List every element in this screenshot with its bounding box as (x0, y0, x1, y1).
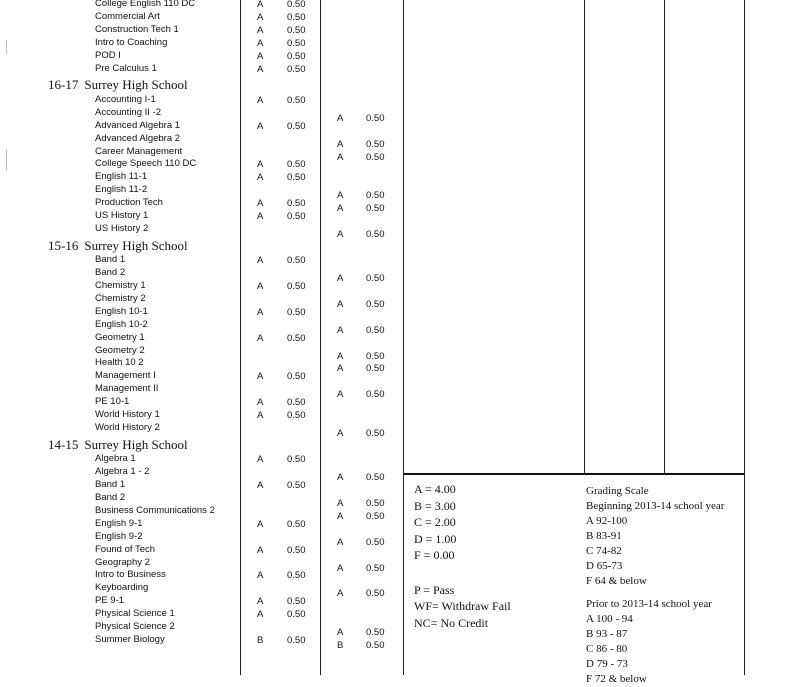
school-name: Surrey High School (84, 238, 188, 253)
scan-speck (6, 40, 7, 54)
credit-sem1: 0.50 (287, 211, 306, 222)
grade-sem1: A (257, 333, 264, 344)
course-name: English 10-2 (95, 319, 148, 330)
course-name: English 10-1 (95, 306, 148, 317)
grade-sem1: A (257, 307, 264, 318)
grade-sem2: A (337, 325, 344, 336)
course-name: Advanced Algebra 2 (95, 133, 181, 144)
scale-row: C 74-82 (586, 545, 622, 557)
credit-sem1: 0.50 (287, 281, 306, 292)
course-name: Chemistry 2 (95, 293, 146, 304)
grade-sem1: A (257, 95, 264, 106)
grade-sem1: A (257, 454, 264, 465)
course-name: English 11-1 (95, 171, 148, 182)
course-name: Geography 2 (95, 557, 150, 568)
credit-sem1: 0.50 (287, 95, 306, 106)
school-year: 14-15 (48, 437, 79, 452)
course-name: Commercial Art (95, 11, 160, 22)
credit-sem1: 0.50 (287, 596, 306, 607)
scan-speck (6, 150, 7, 170)
grade-sem1: A (257, 410, 264, 421)
course-name: Construction Tech 1 (95, 24, 179, 35)
course-name: Geometry 2 (95, 345, 145, 356)
credit-sem2: 0.50 (366, 325, 385, 336)
grading-scale-title: Grading Scale (586, 485, 649, 497)
grade-value: A = 4.00 (414, 482, 456, 496)
grading-scale-heading: Prior to 2013-14 school year (586, 598, 712, 610)
course-name: Band 1 (95, 479, 126, 490)
credit-sem1: 0.50 (287, 397, 306, 408)
credit-sem2: 0.50 (366, 203, 385, 214)
course-name: Algebra 1 (95, 453, 136, 464)
credit-sem1: 0.50 (287, 480, 306, 491)
grade-sem2: A (337, 498, 344, 509)
grade-value: C = 2.00 (414, 515, 456, 529)
grade-sem2: A (337, 113, 344, 124)
course-name: College English 110 DC (95, 0, 196, 9)
credit-sem1: 0.50 (287, 38, 306, 49)
school-name: Surrey High School (84, 437, 188, 452)
grade-sem1: A (257, 570, 264, 581)
scale-row: C 86 - 80 (586, 643, 628, 655)
credit-sem1: 0.50 (287, 307, 306, 318)
credit-sem1: 0.50 (287, 0, 306, 10)
credit-sem2: 0.50 (366, 627, 385, 638)
credit-sem1: 0.50 (287, 12, 306, 23)
grade-sem2: A (337, 537, 344, 548)
grade-sem2: A (337, 139, 344, 150)
credit-sem1: 0.50 (287, 570, 306, 581)
grade-sem2: A (337, 190, 344, 201)
grade-sem1: A (257, 51, 264, 62)
school-year: 16-17 (48, 77, 79, 92)
school-year: 15-16 (48, 238, 79, 253)
grade-sem1: A (257, 609, 264, 620)
credit-sem2: 0.50 (366, 299, 385, 310)
grade-sem1: A (257, 38, 264, 49)
course-name: Algebra 1 - 2 (95, 466, 150, 477)
course-name: Geometry 1 (95, 332, 145, 343)
course-name: English 9-1 (95, 518, 143, 529)
credit-sem1: 0.50 (287, 159, 306, 170)
mark-meaning: P = Pass (414, 582, 455, 597)
credit-sem1: 0.50 (287, 255, 306, 266)
credit-sem1: 0.50 (287, 64, 306, 75)
grade-sem1: A (257, 596, 264, 607)
grade-sem1: A (257, 172, 264, 183)
course-name: Management I (95, 370, 156, 381)
grade-sem1: A (257, 545, 264, 556)
course-name: Intro to Coaching (95, 37, 168, 48)
course-name: Production Tech (95, 197, 163, 208)
credit-sem2: 0.50 (366, 498, 385, 509)
credit-sem2: 0.50 (366, 190, 385, 201)
course-name: US History 2 (95, 223, 149, 234)
course-name: Physical Science 2 (95, 621, 175, 632)
course-name: US History 1 (95, 210, 149, 221)
credit-sem2: 0.50 (366, 363, 385, 374)
course-name: English 11-2 (95, 184, 148, 195)
grade-sem1: A (257, 25, 264, 36)
course-name: English 9-2 (95, 531, 143, 542)
column-divider (664, 0, 665, 475)
grading-key (414, 481, 511, 631)
credit-sem2: 0.50 (366, 113, 385, 124)
course-name: Summer Biology (95, 634, 165, 645)
credit-sem2: 0.50 (366, 139, 385, 150)
credit-sem1: 0.50 (287, 172, 306, 183)
grade-sem1: A (257, 211, 264, 222)
grade-sem2: A (337, 389, 344, 400)
grading-scale (586, 484, 724, 687)
credit-sem2: 0.50 (366, 588, 385, 599)
column-divider (240, 0, 241, 675)
column-divider (403, 0, 404, 675)
credit-sem1: 0.50 (287, 454, 306, 465)
grade-value: D = 1.00 (414, 531, 457, 546)
credit-sem2: 0.50 (366, 389, 385, 400)
course-name: Found of Tech (95, 544, 156, 555)
scale-row: A 100 - 94 (586, 613, 633, 625)
grade-sem2: A (337, 472, 344, 483)
course-name: Band 1 (95, 254, 126, 265)
grade-sem2: A (337, 563, 344, 574)
grade-sem2: A (337, 363, 344, 374)
grade-value: B = 3.00 (414, 498, 456, 513)
grade-sem1: A (257, 159, 264, 170)
credit-sem2: 0.50 (366, 351, 385, 362)
course-name: Keyboarding (95, 582, 149, 593)
grade-sem1: A (257, 371, 264, 382)
credit-sem1: 0.50 (287, 410, 306, 421)
grade-sem1: A (257, 281, 264, 292)
scale-row: A 92-100 (586, 515, 628, 527)
year-header (48, 437, 188, 452)
credit-sem1: 0.50 (287, 121, 306, 132)
grade-sem2: A (337, 627, 344, 638)
grade-sem1: B (257, 635, 264, 646)
course-name: Accounting II -2 (95, 107, 162, 118)
course-name: College Speech 110 DC (95, 158, 197, 169)
credit-sem1: 0.50 (287, 333, 306, 344)
credit-sem2: 0.50 (366, 511, 385, 522)
credit-sem1: 0.50 (287, 198, 306, 209)
school-name: Surrey High School (84, 77, 188, 92)
grade-sem1: A (257, 198, 264, 209)
grade-sem2: A (337, 152, 344, 163)
credit-sem1: 0.50 (287, 545, 306, 556)
scale-row: F 72 & below (586, 673, 647, 685)
credit-sem1: 0.50 (287, 609, 306, 620)
credit-sem2: 0.50 (366, 472, 385, 483)
grade-sem1: A (257, 12, 264, 23)
course-name: Business Communications 2 (95, 505, 215, 516)
column-divider (320, 0, 321, 675)
year-header (48, 238, 188, 253)
credit-sem1: 0.50 (287, 635, 306, 646)
grade-sem1: A (257, 121, 264, 132)
mark-meaning: WF= Withdraw Fail (414, 599, 511, 613)
course-name: Physical Science 1 (95, 608, 175, 619)
course-name: Career Management (95, 146, 183, 157)
course-name: Management II (95, 383, 159, 394)
course-name: Accounting I-1 (95, 94, 156, 105)
year-header (48, 77, 188, 92)
grade-sem1: A (257, 480, 264, 491)
grade-sem2: A (337, 511, 344, 522)
grade-sem2: A (337, 351, 344, 362)
scale-row: B 93 - 87 (586, 628, 628, 640)
course-name: Pre Calculus 1 (95, 63, 157, 74)
scale-row: B 83-91 (586, 530, 622, 542)
credit-sem1: 0.50 (287, 25, 306, 36)
course-name: World History 2 (95, 422, 160, 433)
credit-sem2: 0.50 (366, 152, 385, 163)
course-name: PE 10-1 (95, 396, 130, 407)
scale-row: D 79 - 73 (586, 658, 628, 670)
credit-sem2: 0.50 (366, 537, 385, 548)
grade-sem2: A (337, 229, 344, 240)
course-name: World History 1 (95, 409, 160, 420)
legend-top-rule (403, 473, 745, 475)
grade-sem2: A (337, 273, 344, 284)
mark-meaning: NC= No Credit (414, 615, 489, 630)
course-name: Band 2 (95, 492, 126, 503)
credit-sem2: 0.50 (366, 229, 385, 240)
grade-sem2: A (337, 428, 344, 439)
course-name: Advanced Algebra 1 (95, 120, 181, 131)
scale-row: F 64 & below (586, 575, 647, 587)
course-name: POD I (95, 50, 121, 61)
grade-sem1: A (257, 397, 264, 408)
grade-sem1: A (257, 519, 264, 530)
course-name: PE 9-1 (95, 595, 125, 606)
grade-sem1: A (257, 64, 264, 75)
grade-sem1: A (257, 0, 264, 10)
credit-sem2: 0.50 (366, 563, 385, 574)
grade-sem2: B (337, 640, 344, 651)
grade-sem2: A (337, 203, 344, 214)
credit-sem1: 0.50 (287, 371, 306, 382)
credit-sem2: 0.50 (366, 640, 385, 651)
scale-row: D 65-73 (586, 560, 623, 572)
grade-value: F = 0.00 (414, 548, 455, 562)
credit-sem1: 0.50 (287, 519, 306, 530)
column-divider (744, 0, 745, 675)
course-name: Intro to Business (95, 569, 166, 580)
credit-sem1: 0.50 (287, 51, 306, 62)
grade-sem2: A (337, 588, 344, 599)
grade-sem2: A (337, 299, 344, 310)
credit-sem2: 0.50 (366, 273, 385, 284)
credit-sem2: 0.50 (366, 428, 385, 439)
course-name: Chemistry 1 (95, 280, 146, 291)
course-name: Band 2 (95, 267, 126, 278)
grade-sem1: A (257, 255, 264, 266)
grading-scale-heading: Beginning 2013-14 school year (586, 500, 725, 512)
column-divider (584, 0, 585, 475)
course-name: Health 10 2 (95, 357, 144, 368)
